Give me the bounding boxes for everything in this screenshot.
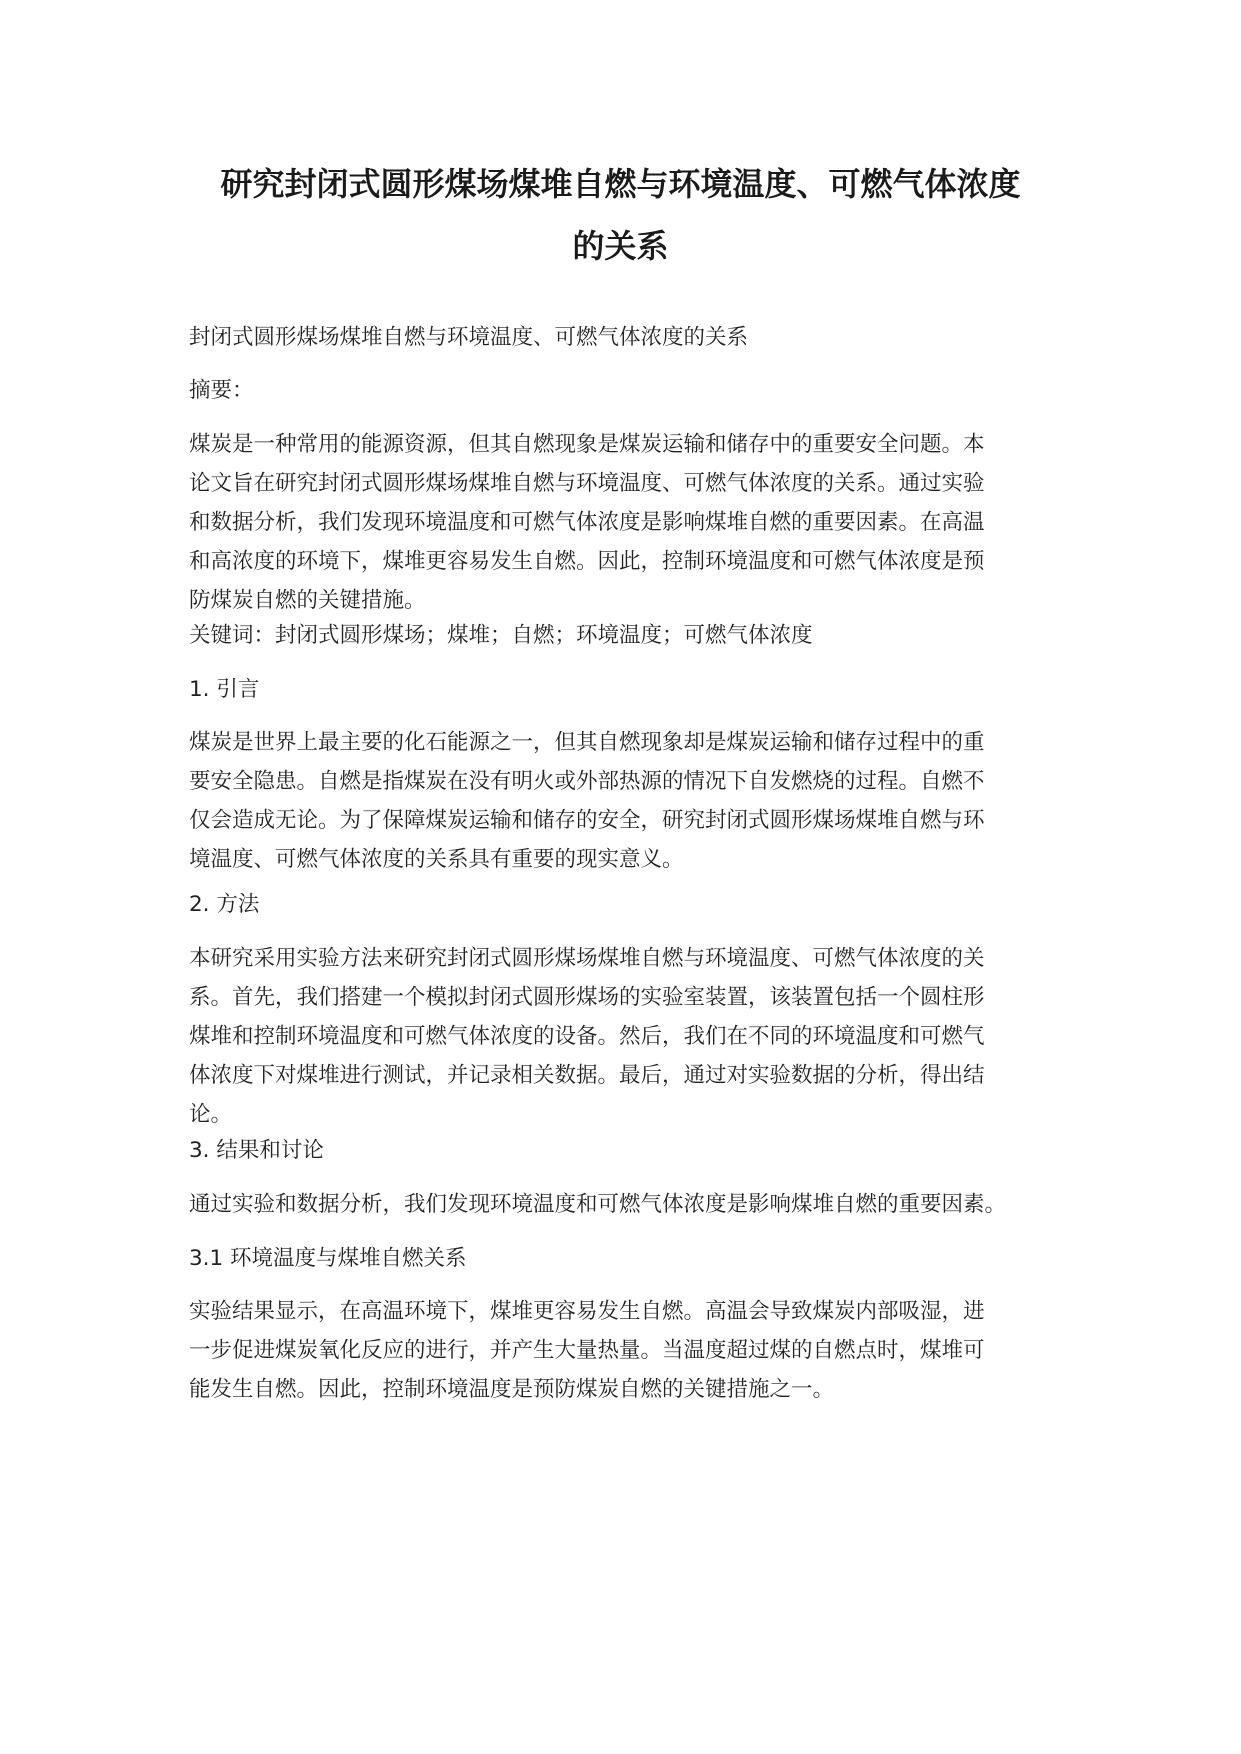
section-3-1-heading-text: 3.1 环境温度与煤堆自燃关系 xyxy=(189,1246,467,1271)
section-2-line: 本研究采用实验方法来研究封闭式圆形煤场煤堆自燃与环境温度、可燃气体浓度的关 xyxy=(189,946,985,971)
section-2-paragraph xyxy=(189,939,1044,1134)
abstract-line: 论文旨在研究封闭式圆形煤场煤堆自燃与环境温度、可燃气体浓度的关系。通过实验 xyxy=(189,471,985,496)
section-2-line: 系。首先，我们搭建一个模拟封闭式圆形煤场的实验室装置，该装置包括一个圆柱形 xyxy=(189,985,985,1010)
section-1-line: 境温度、可燃气体浓度的关系具有重要的现实意义。 xyxy=(189,847,684,872)
abstract-line: 煤炭是一种常用的能源资源，但其自燃现象是煤炭运输和储存中的重要安全问题。本 xyxy=(189,432,985,457)
section-1-heading-text: 1. 引言 xyxy=(189,677,260,702)
document-title-line-1: 研究封闭式圆形煤场煤堆自燃与环境温度、可燃气体浓度 xyxy=(220,165,1021,203)
keywords-paragraph xyxy=(189,616,1044,655)
section-3-1-line: 一步促进煤炭氧化反应的进行，并产生大量热量。当温度超过煤的自燃点时，煤堆可 xyxy=(189,1338,985,1363)
section-2-line: 体浓度下对煤堆进行测试，并记录相关数据。最后，通过对实验数据的分析，得出结 xyxy=(189,1063,985,1088)
document-title-line-2: 的关系 xyxy=(572,227,669,265)
section-3-line: 通过实验和数据分析，我们发现环境温度和可燃气体浓度是影响煤堆自燃的重要因素。 xyxy=(189,1192,1007,1217)
section-3-1-line: 能发生自燃。因此，控制环境温度是预防煤炭自燃的关键措施之一。 xyxy=(189,1377,835,1402)
section-3-1-line: 实验结果显示，在高温环境下，煤堆更容易发生自燃。高温会导致煤炭内部吸湿，进 xyxy=(189,1299,985,1324)
keywords-text: 关键词：封闭式圆形煤场；煤堆；自燃；环境温度；可燃气体浓度 xyxy=(189,623,813,648)
subtitle-text: 封闭式圆形煤场煤堆自燃与环境温度、可燃气体浓度的关系 xyxy=(189,325,749,350)
section-2-line: 煤堆和控制环境温度和可燃气体浓度的设备。然后，我们在不同的环境温度和可燃气 xyxy=(189,1024,985,1049)
abstract-label xyxy=(189,371,1044,410)
section-1-line: 要安全隐患。自燃是指煤炭在没有明火或外部热源的情况下自发燃烧的过程。自燃不 xyxy=(189,769,985,794)
section-1-paragraph xyxy=(189,723,1044,879)
abstract-line: 防煤炭自燃的关键措施。 xyxy=(189,588,426,613)
section-3-1-heading xyxy=(189,1239,1044,1278)
section-2-heading xyxy=(189,885,1044,924)
section-1-heading xyxy=(189,670,1044,709)
subtitle-paragraph xyxy=(189,318,1044,357)
abstract-line: 和数据分析，我们发现环境温度和可燃气体浓度是影响煤堆自燃的重要因素。在高温 xyxy=(189,510,985,535)
abstract-label-text: 摘要： xyxy=(189,378,254,403)
section-3-heading-text: 3. 结果和讨论 xyxy=(189,1138,324,1163)
section-2-line: 论。 xyxy=(189,1102,233,1127)
section-3-1-paragraph xyxy=(189,1292,1044,1409)
abstract-paragraph xyxy=(189,425,1044,620)
section-1-line: 煤炭是世界上最主要的化石能源之一，但其自燃现象却是煤炭运输和储存过程中的重 xyxy=(189,730,985,755)
section-3-paragraph xyxy=(189,1185,1044,1224)
section-1-line: 仅会造成无论。为了保障煤炭运输和储存的安全，研究封闭式圆形煤场煤堆自燃与环 xyxy=(189,808,985,833)
section-2-heading-text: 2. 方法 xyxy=(189,892,260,917)
section-3-heading xyxy=(189,1131,1044,1170)
abstract-line: 和高浓度的环境下，煤堆更容易发生自燃。因此，控制环境温度和可燃气体浓度是预 xyxy=(189,549,985,574)
